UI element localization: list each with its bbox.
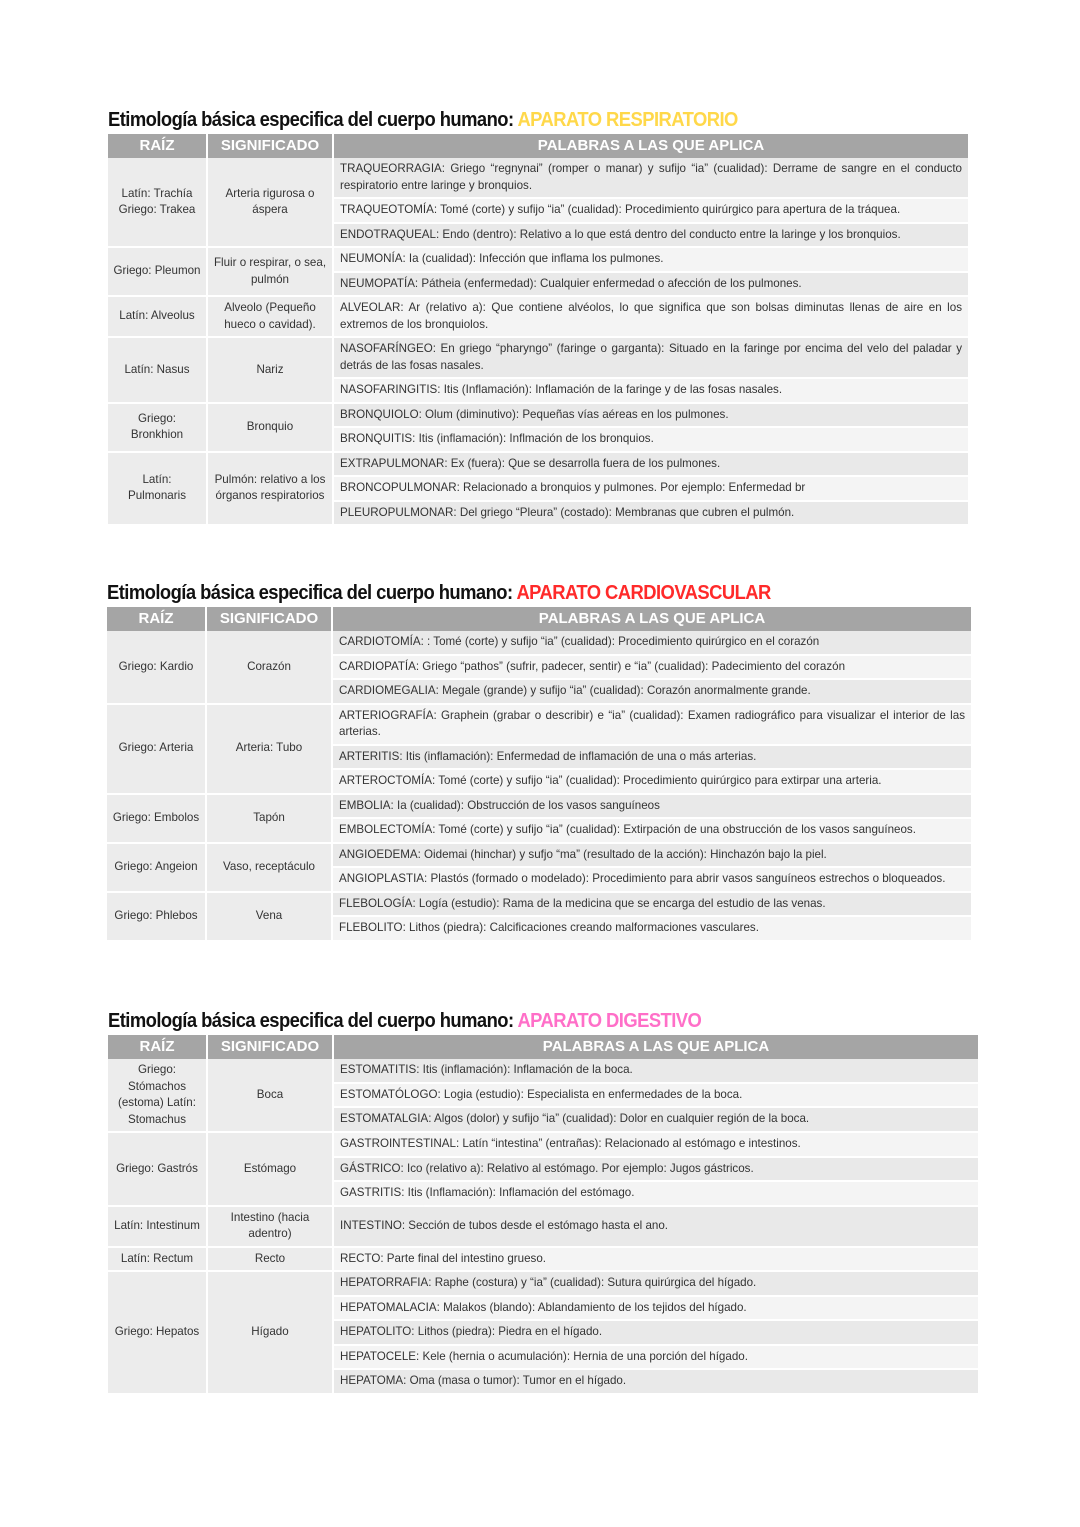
table-row [108, 1133, 978, 1158]
word-cell: EMBOLECTOMÍA: Tomé (corte) y sufijo “ia” (cualidad): Extirpación de una obstrucción de los vasos sanguíneos. [333, 819, 971, 844]
header-raiz: RAÍZ [107, 607, 207, 631]
table-header-row [108, 134, 968, 158]
root-cell: Latín: Alveolus [108, 297, 208, 338]
word-cell: BRONQUIOLO: Olum (diminutivo): Pequeñas vías aéreas en los pulmones. [334, 404, 968, 429]
table-row [108, 453, 968, 478]
meaning-cell: Vena [207, 893, 333, 942]
word-cell: TRAQUEOTOMÍA: Tomé (corte) y sufijo “ia” (cualidad): Procedimiento quirúrgico para apertura de la tráquea. [334, 199, 968, 224]
system-name: APARATO DIGESTIVO [517, 1010, 702, 1032]
word-cell: BRONQUITIS: Itis (inflamación): Inflmación de los bronquios. [334, 428, 968, 453]
title-prefix: Etimología básica especifica del cuerpo humano: [108, 1010, 514, 1032]
root-cell: Griego: Gastrós [108, 1133, 208, 1207]
word-cell: FLEBOLOGÍA: Logía (estudio): Rama de la medicina que se encarga del estudio de las venas. [333, 893, 971, 918]
word-cell: NASOFARÍNGEO: En griego “pharyngo” (faringe o garganta): Situado en la faringe por encima del velo del paladar y detrás de las fosas nasales. [334, 338, 968, 379]
root-cell: Latín: Rectum [108, 1248, 208, 1273]
system-name: APARATO RESPIRATORIO [517, 109, 738, 131]
meaning-cell: Pulmón: relativo a los órganos respiratorios [208, 453, 334, 527]
word-cell: ARTERITIS: Itis (inflamación): Enfermedad de inflamación de una o más arterias. [333, 746, 971, 771]
header-palabras: PALABRAS A LAS QUE APLICA [334, 1035, 978, 1059]
header-palabras: PALABRAS A LAS QUE APLICA [334, 134, 968, 158]
table-row [108, 1248, 978, 1273]
etymology-table [108, 1035, 978, 1395]
meaning-cell: Boca [208, 1059, 334, 1133]
root-cell: Griego: Phlebos [107, 893, 207, 942]
table-row [108, 404, 968, 429]
word-cell: ANGIOPLASTIA: Plastós (formado o modelado): Procedimiento para abrir vasos sanguíneos estrechos o bloqueados. [333, 868, 971, 893]
word-cell: NASOFARINGITIS: Itis (Inflamación): Inflamación de la faringe y de las fosas nasales. [334, 379, 968, 404]
root-cell: Griego: Stómachos (estoma) Latín: Stomachus [108, 1059, 208, 1133]
word-cell: FLEBOLITO: Lithos (piedra): Calcificaciones creando malformaciones vasculares. [333, 917, 971, 942]
word-cell: HEPATORRAFIA: Raphe (costura) y “ia” (cualidad): Sutura quirúrgica del hígado. [334, 1272, 978, 1297]
root-cell: Griego: Angeion [107, 844, 207, 893]
word-cell: BRONCOPULMONAR: Relacionado a bronquios y pulmones. Por ejemplo: Enfermedad br [334, 477, 968, 502]
table-header-row [108, 1035, 978, 1059]
root-cell: Latín: Nasus [108, 338, 208, 404]
root-cell: Griego: Pleumon [108, 248, 208, 297]
meaning-cell: Fluir o respirar, o sea, pulmón [208, 248, 334, 297]
table-row [108, 1059, 978, 1084]
root-cell: Griego: Hepatos [108, 1272, 208, 1395]
word-cell: ANGIOEDEMA: Oidemai (hinchar) y sufjo “ma” (resultado de la acción): Hinchazón bajo la piel. [333, 844, 971, 869]
section-title [108, 1007, 908, 1035]
root-cell: Griego: Embolos [107, 795, 207, 844]
table-header-row [107, 607, 971, 631]
table-row [107, 795, 971, 820]
word-cell: HEPATOMALACIA: Malakos (blando): Ablandamiento de los tejidos del hígado. [334, 1297, 978, 1322]
section-cardiovascular [107, 579, 971, 942]
word-cell: HEPATOMA: Oma (masa o tumor): Tumor en el hígado. [334, 1370, 978, 1395]
system-name: APARATO CARDIOVASCULAR [516, 582, 771, 604]
header-raiz: RAÍZ [108, 134, 208, 158]
meaning-cell: Bronquio [208, 404, 334, 453]
title-prefix: Etimología básica especifica del cuerpo humano: [107, 582, 513, 604]
word-cell: ARTEROCTOMÍA: Tomé (corte) y sufijo “ia” (cualidad): Procedimiento quirúrgico para extirpar una arteria. [333, 770, 971, 795]
root-cell: Latín: Trachía Griego: Trakea [108, 158, 208, 248]
table-row [107, 631, 971, 656]
etymology-table [107, 607, 971, 942]
word-cell: GASTROINTESTINAL: Latín “intestina” (entrañas): Relacionado al estómago e intestinos. [334, 1133, 978, 1158]
table-row [107, 705, 971, 746]
meaning-cell: Alveolo (Pequeño hueco o cavidad). [208, 297, 334, 338]
header-significado: SIGNIFICADO [208, 134, 334, 158]
meaning-cell: Corazón [207, 631, 333, 705]
table-row [108, 338, 968, 379]
meaning-cell: Nariz [208, 338, 334, 404]
table-row [108, 1272, 978, 1297]
word-cell: GASTRITIS: Itis (Inflamación): Inflamación del estómago. [334, 1182, 978, 1207]
root-cell: Latín: Intestinum [108, 1207, 208, 1248]
section-digestivo [108, 1007, 978, 1395]
word-cell: CARDIOTOMÍA: : Tomé (corte) y sufijo “ia” (cualidad): Procedimiento quirúrgico en el corazón [333, 631, 971, 656]
header-significado: SIGNIFICADO [207, 607, 333, 631]
word-cell: ALVEOLAR: Ar (relativo a): Que contiene alvéolos, lo que significa que son bolsas diminutas llenas de aire en los extremos de los bronquiolos. [334, 297, 968, 338]
title-prefix: Etimología básica especifica del cuerpo humano: [108, 109, 514, 131]
word-cell: INTESTINO: Sección de tubos desde el estómago hasta el ano. [334, 1207, 978, 1248]
root-cell: Latín: Pulmonaris [108, 453, 208, 527]
meaning-cell: Arteria rigurosa o áspera [208, 158, 334, 248]
word-cell: HEPATOCELE: Kele (hernia o acumulación): Hernia de una porción del hígado. [334, 1346, 978, 1371]
meaning-cell: Tapón [207, 795, 333, 844]
word-cell: ARTERIOGRAFÍA: Graphein (grabar o describir) e “ia” (cualidad): Examen radiográfico para visualizar el interior de las arterias. [333, 705, 971, 746]
etymology-table [108, 134, 968, 526]
table-row [108, 158, 968, 199]
section-respiratorio [108, 106, 968, 526]
word-cell: RECTO: Parte final del intestino grueso. [334, 1248, 978, 1273]
word-cell: CARDIOPATÍA: Griego “pathos” (sufrir, padecer, sentir) e “ia” (cualidad): Padecimiento del corazón [333, 656, 971, 681]
meaning-cell: Intestino (hacia adentro) [208, 1207, 334, 1248]
header-raiz: RAÍZ [108, 1035, 208, 1059]
section-title [107, 579, 902, 607]
word-cell: PLEUROPULMONAR: Del griego “Pleura” (costado): Membranas que cubren el pulmón. [334, 502, 968, 527]
table-row [108, 248, 968, 273]
word-cell: CARDIOMEGALIA: Megale (grande) y sufijo “ia” (cualidad): Corazón anormalmente grande. [333, 680, 971, 705]
word-cell: TRAQUEORRAGIA: Griego “regnynai” (romper o manar) y sufijo “ia” (cualidad): Derrame de sangre en el conducto respiratorio entre laringe y bronquios. [334, 158, 968, 199]
word-cell: GÁSTRICO: Ico (relativo a): Relativo al estómago. Por ejemplo: Jugos gástricos. [334, 1158, 978, 1183]
root-cell: Griego: Arteria [107, 705, 207, 795]
meaning-cell: Vaso, receptáculo [207, 844, 333, 893]
word-cell: HEPATOLITO: Lithos (piedra): Piedra en el hígado. [334, 1321, 978, 1346]
root-cell: Griego: Bronkhion [108, 404, 208, 453]
word-cell: EXTRAPULMONAR: Ex (fuera): Que se desarrolla fuera de los pulmones. [334, 453, 968, 478]
root-cell: Griego: Kardio [107, 631, 207, 705]
header-significado: SIGNIFICADO [208, 1035, 334, 1059]
word-cell: NEUMOPATÍA: Pátheia (enfermedad): Cualquier enfermedad o afección de los pulmones. [334, 273, 968, 298]
word-cell: ENDOTRAQUEAL: Endo (dentro): Relativo a lo que está dentro del conducto entre la laringe y los bronquios. [334, 224, 968, 249]
word-cell: EMBOLIA: Ia (cualidad): Obstrucción de los vasos sanguíneos [333, 795, 971, 820]
section-title [108, 106, 899, 134]
table-row [108, 1207, 978, 1248]
table-row [107, 844, 971, 869]
word-cell: ESTOMATÓLOGO: Logia (estudio): Especialista en enfermedades de la boca. [334, 1084, 978, 1109]
meaning-cell: Recto [208, 1248, 334, 1273]
meaning-cell: Hígado [208, 1272, 334, 1395]
meaning-cell: Arteria: Tubo [207, 705, 333, 795]
word-cell: ESTOMATALGIA: Algos (dolor) y sufijo “ia” (cualidad): Dolor en cualquier región de la boca. [334, 1108, 978, 1133]
word-cell: ESTOMATITIS: Itis (inflamación): Inflamación de la boca. [334, 1059, 978, 1084]
table-row [107, 893, 971, 918]
header-palabras: PALABRAS A LAS QUE APLICA [333, 607, 971, 631]
table-row [108, 297, 968, 338]
meaning-cell: Estómago [208, 1133, 334, 1207]
word-cell: NEUMONÍA: Ia (cualidad): Infección que inflama los pulmones. [334, 248, 968, 273]
